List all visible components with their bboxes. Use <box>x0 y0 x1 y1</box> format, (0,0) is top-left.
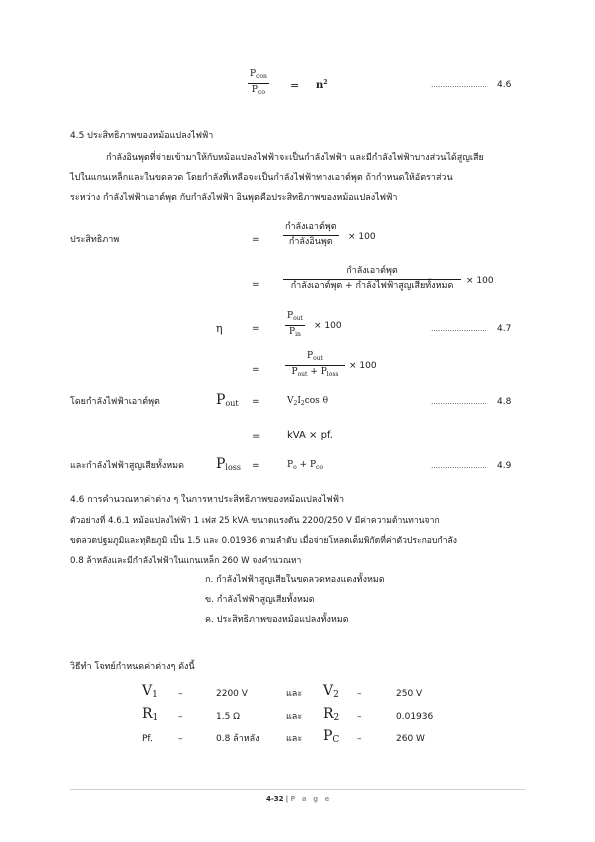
footer <box>266 796 331 803</box>
efficiency-eq1: = <box>252 235 260 245</box>
ploss-expr: $P_o + P_{co}$ <box>287 460 323 471</box>
solution-row3-val1: 0.8 ล้าหลัง <box>216 734 260 744</box>
eq46-lhs-num-sub: con <box>256 73 267 80</box>
section45-para-line3: ระหว่าง กำลังไฟฟ้าเอาต์พุต กับกำลังไฟฟ้า อินพุตคือประสิทธิภาพของหม้อแปลงไฟฟ้า <box>70 193 398 203</box>
solution-row1-dash2: – <box>357 689 362 699</box>
solution-row2-sub1: 1 <box>152 713 159 723</box>
efficiency-eq4: = <box>252 365 260 375</box>
eta-symbol: η <box>216 322 223 335</box>
section45-heading: 4.5 ประสิทธิภาพของหม้อแปลงไฟฟ้า <box>70 131 214 141</box>
ploss-symbol-sub: loss <box>225 463 242 472</box>
efficiency-frac2-num: กำลังเอาต์พุต <box>283 267 461 280</box>
solution-row3-sym1: Pf. <box>142 734 153 744</box>
eq46-lhs-fraction <box>248 70 269 96</box>
eq49-dots: …………………… <box>431 462 487 470</box>
ploss-label: และกำลังไฟฟ้าสูญเสียทั้งหมด <box>70 461 184 471</box>
efficiency-frac2-den: กำลังเอาต์พุต + กำลังไฟฟ้าสูญเสียทั้งหมด <box>290 280 454 291</box>
solution-row3-sub2: C <box>332 735 340 745</box>
eq46-lhs-den: P <box>251 84 258 95</box>
solution-row3-and: และ <box>286 734 303 744</box>
section46-ex-line2: ขดลวดปฐมภูมิและทุติยภูมิ เป็น 1.5 และ 0.01936 ตามลำดับ เมื่อจ่ายโหลดเต็มพิกัดที่ค่าตัวประกอบกำลัง <box>70 536 457 546</box>
eq46-number: 4.6 <box>497 80 512 90</box>
pout-expr2: kVA × pf. <box>287 430 333 441</box>
eq47-number: 4.7 <box>497 324 512 334</box>
pout-label: โดยกำลังไฟฟ้าเอาต์พุต <box>70 397 160 407</box>
efficiency-eq2: = <box>252 280 260 290</box>
efficiency-frac4 <box>285 352 345 378</box>
solution-row3-dash2: – <box>357 734 362 744</box>
efficiency-times4: × 100 <box>349 361 377 371</box>
eq48-dots: …………………… <box>431 398 487 406</box>
efficiency-frac2 <box>283 267 461 292</box>
ploss-eq: = <box>252 461 260 471</box>
ploss-symbol: $P_{loss}$ <box>216 456 242 472</box>
solution-row2-and: และ <box>286 712 303 722</box>
pout-eq: = <box>252 397 260 407</box>
efficiency-frac1 <box>283 223 339 248</box>
efficiency-frac3-den-sub: in <box>295 330 301 338</box>
solution-row1-val1: 2200 V <box>216 689 248 699</box>
solution-row2-dash1: – <box>178 712 183 722</box>
efficiency-label: ประสิทธิภาพ <box>70 235 120 245</box>
solution-row3-val2: 260 W <box>396 734 425 744</box>
efficiency-eq3: = <box>252 324 260 334</box>
pout-symbol-sub: out <box>225 399 239 408</box>
section45-para-line1: กำลังอินพุตที่จ่ายเข้ามาให้กับหม้อแปลงไฟฟ้าจะเป็นกำลังไฟฟ้า และมีกำลังไฟฟ้าบางส่วนได้สูญเสีย <box>106 153 484 163</box>
section46-ex-line1: ตัวอย่างที่ 4.6.1 หม้อแปลงไฟฟ้า 1 เฟส 25 kVA ขนาดแรงดัน 2200/250 V มีค่าความต้านทานจาก <box>70 516 440 526</box>
section46-question-c: ค. ประสิทธิภาพของหม้อแปลงทั้งหมด <box>205 615 349 625</box>
pout-expr-sub1: 2 <box>293 400 298 407</box>
ploss-expr-a-sub: o <box>293 464 297 471</box>
eq46-equals: = <box>290 79 300 92</box>
pout-eq2: = <box>252 431 261 442</box>
pout-expr-tail: cos θ <box>304 396 329 406</box>
footer-divider <box>70 789 525 790</box>
solution-heading: วิธีทำ โจทย์กำหนดค่าต่างๆ ดังนี้ <box>70 662 195 672</box>
solution-row3-sym2: $P_C$ <box>323 728 340 745</box>
efficiency-frac1-num: กำลังเอาต์พุต <box>283 223 339 236</box>
solution-row2-val1: 1.5 Ω <box>216 712 241 722</box>
section46-ex-line3: 0.8 ล้าหลังและมีกำลังไฟฟ้าในแกนเหล็ก 260 W จงคำนวณหา <box>70 556 302 566</box>
eq48-number: 4.8 <box>497 397 512 407</box>
ploss-expr-b-sub: co <box>316 464 323 471</box>
efficiency-frac3 <box>285 312 305 338</box>
solution-row1-sub1: 1 <box>152 690 158 700</box>
efficiency-frac4-den-b: P <box>320 366 327 377</box>
efficiency-frac3-num-sub: out <box>293 315 303 322</box>
ploss-expr-b: P <box>309 460 317 470</box>
efficiency-frac1-den: กำลังอินพุต <box>288 236 333 247</box>
efficiency-frac4-num-sub: out <box>313 355 323 362</box>
eq47-dots: …………………… <box>431 325 487 333</box>
solution-row1-sym2: $V_2$ <box>323 683 339 700</box>
solution-row2-dash2: – <box>357 712 362 722</box>
solution-row2-val2: 0.01936 <box>396 712 434 722</box>
efficiency-frac4-den-b-sub: loss <box>326 370 339 378</box>
footer-page-number: 4-32 <box>266 795 284 803</box>
solution-row1-sym1: $V_1$ <box>142 683 158 700</box>
solution-row1-val2: 250 V <box>396 689 423 699</box>
eq49-number: 4.9 <box>497 461 512 471</box>
solution-row1-dash1: – <box>178 689 183 699</box>
solution-row3-dash1: – <box>178 734 183 744</box>
pout-expr-sub2: 2 <box>300 400 305 407</box>
efficiency-times2: × 100 <box>466 276 494 286</box>
footer-page-label: P a g e <box>290 795 332 803</box>
section46-heading: 4.6 การคำนวณหาค่าต่าง ๆ ในการหาประสิทธิภาพของหม้อแปลงไฟฟ้า <box>70 495 345 505</box>
section46-question-a: ก. กำลังไฟฟ้าสูญเสียในขดลวดทองแดงทั้งหมด <box>205 575 385 585</box>
solution-row2-sym2: $R_2$ <box>323 706 340 723</box>
efficiency-frac3-num: P <box>287 311 294 321</box>
pout-expr: $V_2I_2\cos$ θ <box>287 396 329 407</box>
efficiency-times3: × 100 <box>314 321 342 331</box>
eq46-rhs: $n^2$ <box>316 79 328 91</box>
efficiency-frac4-den-a-sub: out <box>297 370 308 378</box>
solution-row2-sub2: 2 <box>333 713 340 723</box>
ploss-expr-plus: + <box>296 460 310 470</box>
eq46-rhs-sup: 2 <box>323 79 328 86</box>
solution-row1-sub2: 2 <box>333 690 339 700</box>
efficiency-frac3-den: P <box>289 326 296 337</box>
solution-row1-and: และ <box>286 689 303 699</box>
footer-separator: | <box>283 795 291 803</box>
efficiency-frac4-den-plus: + <box>307 366 321 377</box>
eq46-lhs-num: P <box>250 69 257 79</box>
eq46-dots: …………………… <box>431 81 487 89</box>
section45-para-line2: ไปในแกนเหล็กและในขดลวด โดยกำลังที่เหลือจะเป็นกำลังไฟฟ้าทางเอาต์พุต ถ้ากำหนดให้อัตราส่วน <box>70 173 453 183</box>
efficiency-frac4-num: P <box>307 351 314 361</box>
section46-question-b: ข. กำลังไฟฟ้าสูญเสียทั้งหมด <box>205 595 315 605</box>
efficiency-times1: × 100 <box>348 232 376 242</box>
pout-symbol: $P_{out}$ <box>216 392 239 408</box>
eq46-lhs-den-sub: co <box>257 88 265 96</box>
solution-row2-sym1: $R_1$ <box>142 706 159 723</box>
pout-expr-mid: I <box>297 396 301 406</box>
efficiency-frac4-den-a: P <box>291 366 298 377</box>
